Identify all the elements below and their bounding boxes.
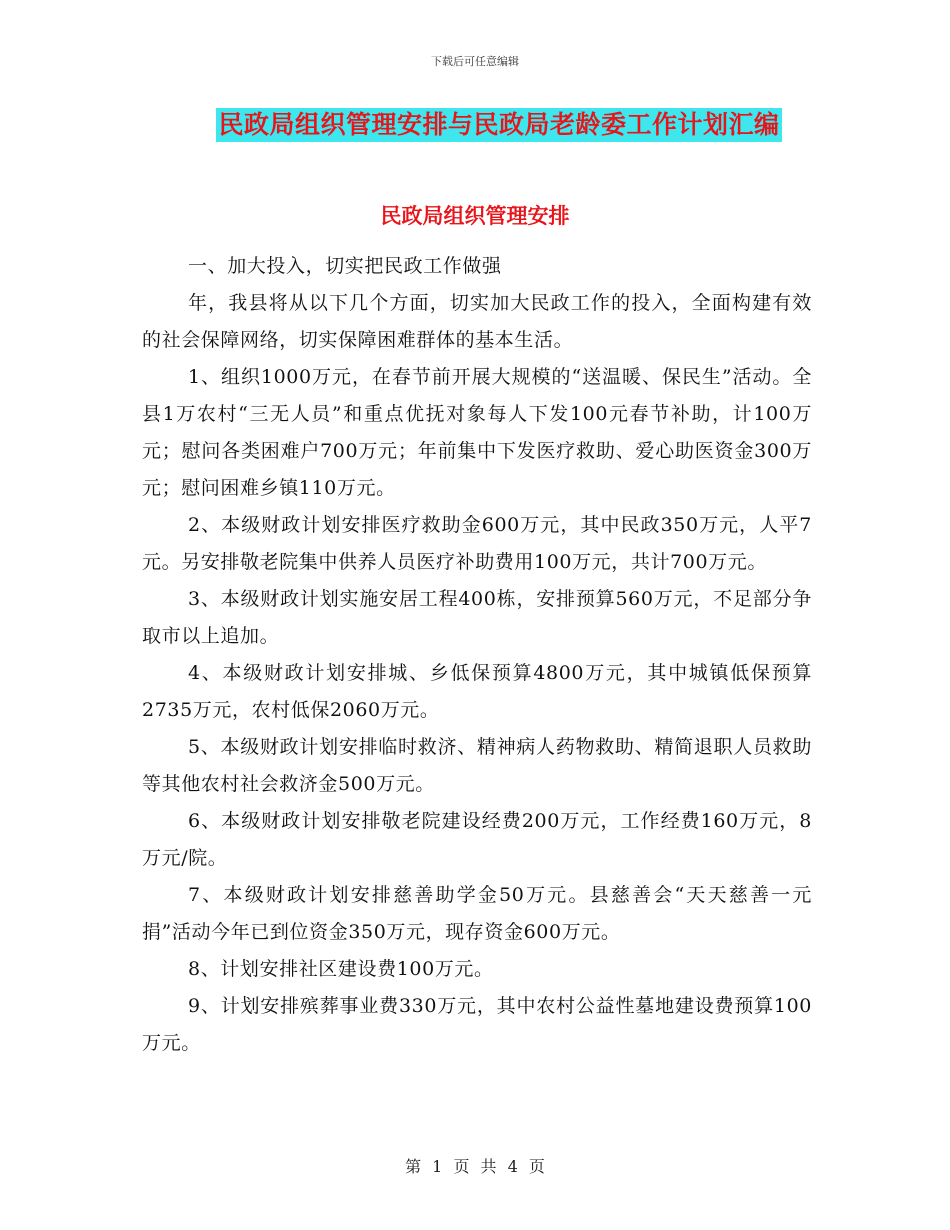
paragraph-item-5: 5、本级财政计划安排临时救济、精神病人药物救助、精简退职人员救助等其他农村社会救济金500万元。 bbox=[142, 736, 812, 795]
paragraph-item-6: 6、本级财政计划安排敬老院建设经费200万元，工作经费160万元，8万元/院。 bbox=[142, 810, 812, 869]
page-number: 第 1 页 共 4 页 bbox=[405, 1157, 545, 1176]
paragraph-item-4: 4、本级财政计划安排城、乡低保预算4800万元，其中城镇低保预算2735万元，农村低保2060万元。 bbox=[142, 662, 812, 721]
paragraph-item-7: 7、本级财政计划安排慈善助学金50万元。县慈善会“天天慈善一元捐”活动今年已到位资金350万元，现存资金600万元。 bbox=[142, 884, 812, 943]
paragraph-intro: 年，我县将从以下几个方面，切实加大民政工作的投入，全面构建有效的社会保障网络，切实保障困难群体的基本生活。 bbox=[142, 292, 812, 351]
section-title: 民政局组织管理安排 bbox=[380, 203, 570, 228]
paragraph-item-2: 2、本级财政计划安排医疗救助金600万元，其中民政350万元，人平7元。另安排敬老院集中供养人员医疗补助费用100万元，共计700万元。 bbox=[142, 514, 812, 573]
paragraph-item-8: 8、计划安排社区建设费100万元。 bbox=[188, 958, 494, 980]
document-body bbox=[142, 248, 812, 1062]
paragraph-item-1: 1、组织1000万元，在春节前开展大规模的“送温暖、保民生”活动。全县1万农村“三无人员”和重点优抚对象每人下发100元春节补助，计100万元；慰问各类困难户700万元；年前集中下发医疗救助、爱心助医资金300万元；慰问困难乡镇110万元。 bbox=[142, 366, 812, 499]
document-title-wrap bbox=[0, 108, 950, 142]
paragraph-heading-1: 一、加大投入，切实把民政工作做强 bbox=[188, 255, 502, 277]
page-header-note: 下载后可任意编辑 bbox=[431, 55, 519, 68]
paragraph-item-3: 3、本级财政计划实施安居工程400栋，安排预算560万元，不足部分争取市以上追加。 bbox=[142, 588, 812, 647]
document-title: 民政局组织管理安排与民政局老龄委工作计划汇编 bbox=[216, 108, 781, 142]
paragraph-item-9: 9、计划安排殡葬事业费330万元，其中农村公益性墓地建设费预算100万元。 bbox=[142, 995, 812, 1054]
